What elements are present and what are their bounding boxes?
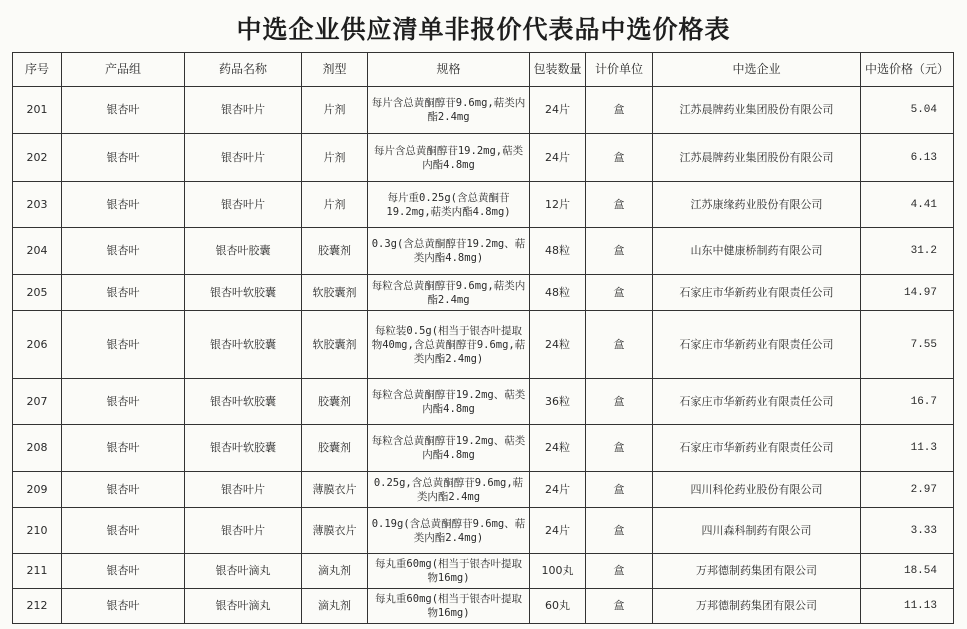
- cell-spec: 每片含总黄酮醇苷19.2mg,萜类内酯4.8mg: [368, 134, 530, 182]
- cell-spec: 每片含总黄酮醇苷9.6mg,萜类内酯2.4mg: [368, 87, 530, 134]
- cell-qty: 24粒: [530, 311, 586, 379]
- cell-company: 四川森科制药有限公司: [653, 508, 861, 554]
- cell-price: 5.04: [861, 87, 954, 134]
- cell-group: 银杏叶: [62, 311, 185, 379]
- table-row: [13, 589, 954, 624]
- cell-qty: 24片: [530, 87, 586, 134]
- header-qty: 包装数量: [530, 53, 586, 87]
- cell-no: 211: [13, 554, 62, 589]
- cell-company: 石家庄市华新药业有限责任公司: [653, 311, 861, 379]
- cell-name: 银杏叶滴丸: [185, 589, 302, 624]
- cell-qty: 24片: [530, 134, 586, 182]
- table-row: [13, 275, 954, 311]
- cell-spec: 每丸重60mg(相当于银杏叶提取物16mg): [368, 589, 530, 624]
- cell-company: 江苏晨牌药业集团股份有限公司: [653, 134, 861, 182]
- cell-form: 滴丸剂: [302, 589, 368, 624]
- cell-no: 205: [13, 275, 62, 311]
- cell-name: 银杏叶片: [185, 472, 302, 508]
- cell-price: 14.97: [861, 275, 954, 311]
- cell-unit: 盒: [586, 554, 653, 589]
- cell-qty: 12片: [530, 182, 586, 228]
- cell-group: 银杏叶: [62, 182, 185, 228]
- cell-qty: 24粒: [530, 425, 586, 472]
- cell-group: 银杏叶: [62, 228, 185, 275]
- cell-qty: 24片: [530, 472, 586, 508]
- cell-no: 208: [13, 425, 62, 472]
- table-row: [13, 182, 954, 228]
- page-title: 中选企业供应清单非报价代表品中选价格表: [236, 15, 731, 44]
- cell-name: 银杏叶片: [185, 134, 302, 182]
- cell-name: 银杏叶软胶囊: [185, 425, 302, 472]
- table-header-row: [13, 53, 954, 87]
- header-unit: 计价单位: [586, 53, 653, 87]
- cell-group: 银杏叶: [62, 508, 185, 554]
- cell-company: 四川科伦药业股份有限公司: [653, 472, 861, 508]
- cell-spec: 0.19g(含总黄酮醇苷9.6mg、萜类内酯2.4mg): [368, 508, 530, 554]
- cell-unit: 盒: [586, 311, 653, 379]
- cell-spec: 每粒含总黄酮醇苷19.2mg、萜类内酯4.8mg: [368, 425, 530, 472]
- cell-form: 薄膜衣片: [302, 472, 368, 508]
- cell-company: 江苏晨牌药业集团股份有限公司: [653, 87, 861, 134]
- header-form: 剂型: [302, 53, 368, 87]
- cell-unit: 盒: [586, 379, 653, 425]
- cell-form: 片剂: [302, 134, 368, 182]
- table-row: [13, 425, 954, 472]
- cell-company: 石家庄市华新药业有限责任公司: [653, 275, 861, 311]
- cell-unit: 盒: [586, 589, 653, 624]
- cell-form: 软胶囊剂: [302, 275, 368, 311]
- table-row: [13, 228, 954, 275]
- cell-price: 6.13: [861, 134, 954, 182]
- table-row: [13, 472, 954, 508]
- header-name: 药品名称: [185, 53, 302, 87]
- cell-form: 滴丸剂: [302, 554, 368, 589]
- cell-price: 11.13: [861, 589, 954, 624]
- cell-group: 银杏叶: [62, 425, 185, 472]
- cell-group: 银杏叶: [62, 472, 185, 508]
- cell-group: 银杏叶: [62, 589, 185, 624]
- header-spec: 规格: [368, 53, 530, 87]
- cell-unit: 盒: [586, 87, 653, 134]
- cell-no: 204: [13, 228, 62, 275]
- cell-company: 万邦德制药集团有限公司: [653, 589, 861, 624]
- cell-qty: 24片: [530, 508, 586, 554]
- cell-spec: 0.25g,含总黄酮醇苷9.6mg,萜类内酯2.4mg: [368, 472, 530, 508]
- cell-name: 银杏叶软胶囊: [185, 311, 302, 379]
- cell-qty: 100丸: [530, 554, 586, 589]
- cell-form: 软胶囊剂: [302, 311, 368, 379]
- cell-form: 薄膜衣片: [302, 508, 368, 554]
- cell-unit: 盒: [586, 134, 653, 182]
- cell-form: 胶囊剂: [302, 379, 368, 425]
- table-row: [13, 554, 954, 589]
- cell-qty: 48粒: [530, 228, 586, 275]
- price-table: [12, 52, 954, 624]
- table-row: [13, 311, 954, 379]
- header-no: 序号: [13, 53, 62, 87]
- cell-spec: 每粒含总黄酮醇苷9.6mg,萜类内酯2.4mg: [368, 275, 530, 311]
- cell-name: 银杏叶滴丸: [185, 554, 302, 589]
- cell-form: 胶囊剂: [302, 425, 368, 472]
- cell-group: 银杏叶: [62, 554, 185, 589]
- cell-form: 片剂: [302, 182, 368, 228]
- cell-unit: 盒: [586, 275, 653, 311]
- cell-spec: 每丸重60mg(相当于银杏叶提取物16mg): [368, 554, 530, 589]
- cell-company: 万邦德制药集团有限公司: [653, 554, 861, 589]
- cell-no: 210: [13, 508, 62, 554]
- cell-group: 银杏叶: [62, 134, 185, 182]
- cell-no: 209: [13, 472, 62, 508]
- table-row: [13, 508, 954, 554]
- cell-group: 银杏叶: [62, 275, 185, 311]
- header-company: 中选企业: [653, 53, 861, 87]
- cell-qty: 48粒: [530, 275, 586, 311]
- cell-form: 胶囊剂: [302, 228, 368, 275]
- cell-price: 18.54: [861, 554, 954, 589]
- cell-no: 201: [13, 87, 62, 134]
- cell-group: 银杏叶: [62, 87, 185, 134]
- cell-name: 银杏叶软胶囊: [185, 379, 302, 425]
- table-row: [13, 87, 954, 134]
- cell-company: 江苏康缘药业股份有限公司: [653, 182, 861, 228]
- cell-name: 银杏叶软胶囊: [185, 275, 302, 311]
- cell-spec: 每粒装0.5g(相当于银杏叶提取物40mg,含总黄酮醇苷9.6mg,萜类内酯2.4mg): [368, 311, 530, 379]
- cell-qty: 36粒: [530, 379, 586, 425]
- cell-form: 片剂: [302, 87, 368, 134]
- cell-no: 203: [13, 182, 62, 228]
- cell-price: 7.55: [861, 311, 954, 379]
- header-price: 中选价格（元）: [861, 53, 954, 87]
- cell-name: 银杏叶片: [185, 508, 302, 554]
- cell-spec: 每片重0.25g(含总黄酮苷19.2mg,萜类内酯4.8mg): [368, 182, 530, 228]
- cell-unit: 盒: [586, 508, 653, 554]
- cell-company: 石家庄市华新药业有限责任公司: [653, 425, 861, 472]
- cell-no: 207: [13, 379, 62, 425]
- cell-qty: 60丸: [530, 589, 586, 624]
- cell-company: 石家庄市华新药业有限责任公司: [653, 379, 861, 425]
- table-row: [13, 134, 954, 182]
- cell-price: 4.41: [861, 182, 954, 228]
- cell-spec: 0.3g(含总黄酮醇苷19.2mg、萜类内酯4.8mg): [368, 228, 530, 275]
- cell-name: 银杏叶片: [185, 87, 302, 134]
- header-group: 产品组: [62, 53, 185, 87]
- cell-no: 206: [13, 311, 62, 379]
- cell-price: 3.33: [861, 508, 954, 554]
- cell-spec: 每粒含总黄酮醇苷19.2mg、萜类内酯4.8mg: [368, 379, 530, 425]
- cell-price: 16.7: [861, 379, 954, 425]
- cell-price: 31.2: [861, 228, 954, 275]
- table-row: [13, 379, 954, 425]
- cell-price: 11.3: [861, 425, 954, 472]
- cell-unit: 盒: [586, 425, 653, 472]
- cell-unit: 盒: [586, 228, 653, 275]
- cell-unit: 盒: [586, 182, 653, 228]
- cell-company: 山东中健康桥制药有限公司: [653, 228, 861, 275]
- cell-unit: 盒: [586, 472, 653, 508]
- cell-name: 银杏叶胶囊: [185, 228, 302, 275]
- cell-price: 2.97: [861, 472, 954, 508]
- cell-no: 202: [13, 134, 62, 182]
- cell-name: 银杏叶片: [185, 182, 302, 228]
- cell-no: 212: [13, 589, 62, 624]
- cell-group: 银杏叶: [62, 379, 185, 425]
